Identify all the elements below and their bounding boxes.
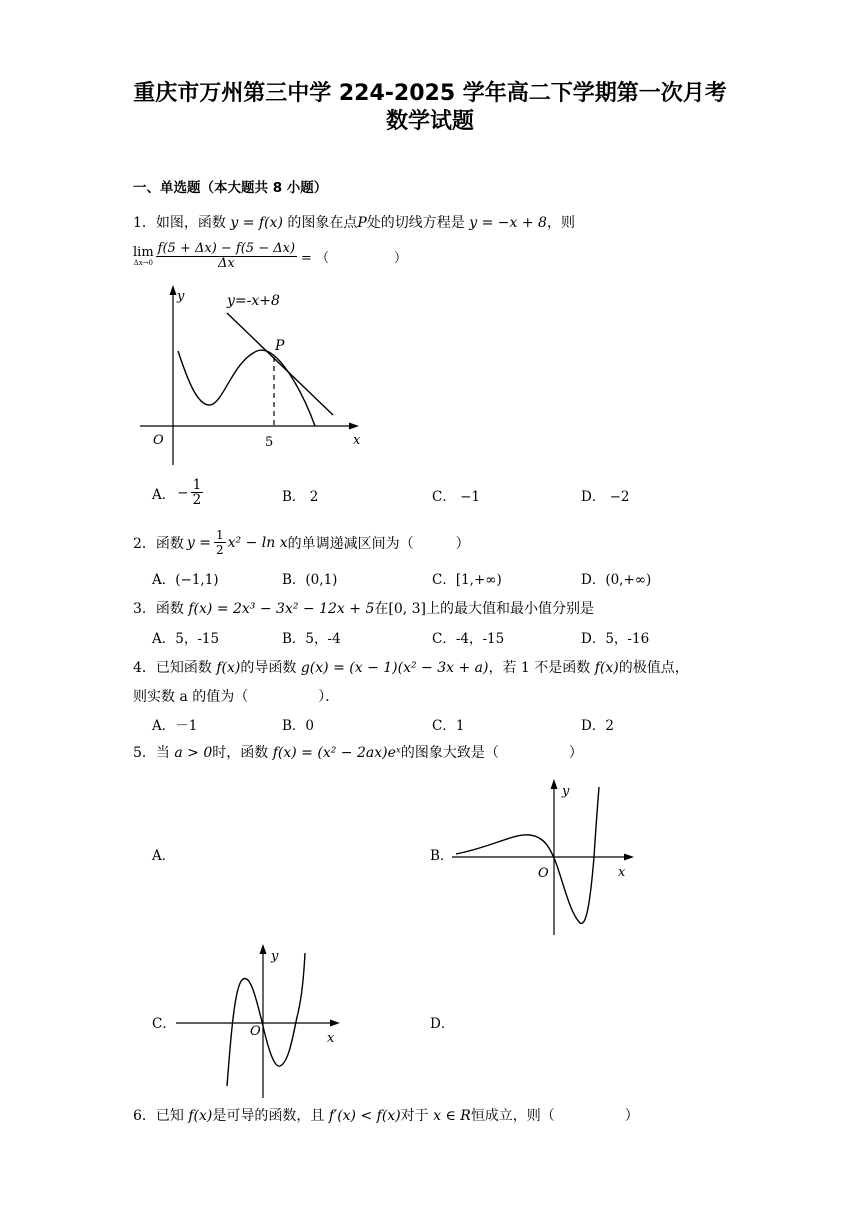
question-text: 在[0, 3]上的最大值和最小值分别是 xyxy=(374,601,594,617)
math-expression: P xyxy=(357,215,367,231)
math-expression: y = xyxy=(186,534,212,551)
graph-tick-5: 5 xyxy=(265,435,274,450)
question-5 xyxy=(133,742,583,762)
question-text: 的图象大致是（ ） xyxy=(400,745,583,761)
question-text: 恒成立，则（ ） xyxy=(470,1108,639,1124)
question-text: 的导函数 xyxy=(240,660,297,676)
graph-y-label: y xyxy=(271,949,279,964)
option-a[interactable]: A．5，-15 xyxy=(152,631,220,647)
graph-line-label: y=-x+8 xyxy=(227,293,280,309)
question-text: 是可导的函数，且 xyxy=(212,1108,325,1124)
x-axis-arrow xyxy=(349,423,359,430)
option-a[interactable]: A． xyxy=(152,848,176,864)
x-axis-arrow xyxy=(624,854,634,861)
graph-x-label: x xyxy=(618,865,626,880)
math-expression: f(x) xyxy=(216,660,241,676)
option-sign: − xyxy=(177,484,189,501)
option-d[interactable]: D． −2 xyxy=(581,489,630,505)
option-b[interactable]: B． 2 xyxy=(282,489,319,505)
option-c-graph[interactable] xyxy=(170,938,345,1100)
option-numerator: 1 xyxy=(192,477,202,493)
graph-y-label: y xyxy=(562,784,570,799)
question-number: 3． xyxy=(133,601,156,617)
question-number: 4． xyxy=(133,660,156,676)
question-number: 5． xyxy=(133,745,156,761)
function-curve xyxy=(178,350,315,426)
option-b[interactable]: B．(0,1) xyxy=(282,572,338,588)
question-3 xyxy=(133,598,594,618)
question-text: ，则 xyxy=(546,215,575,231)
math-expression: y = −x + 8 xyxy=(469,215,547,231)
tangent-line xyxy=(227,313,333,415)
q1-graph xyxy=(135,283,375,468)
math-expression: f(x) xyxy=(188,1108,213,1124)
option-a[interactable]: A．－1 xyxy=(152,718,198,734)
option-b[interactable]: B．0 xyxy=(282,718,315,734)
option-b[interactable]: B．5，-4 xyxy=(282,631,341,647)
option-c[interactable]: C．-4，-15 xyxy=(432,631,505,647)
option-b-graph[interactable] xyxy=(452,775,642,940)
fraction-denominator: 2 xyxy=(216,543,224,557)
question-text: 的极值点， xyxy=(618,660,689,676)
question-text: 当 xyxy=(155,745,170,761)
y-axis-arrow xyxy=(260,944,267,954)
question-text: 时，函数 xyxy=(212,745,269,761)
question-number: 2． xyxy=(133,535,156,552)
question-number: 6． xyxy=(133,1108,156,1124)
function-curve xyxy=(227,953,305,1086)
x-axis-arrow xyxy=(330,1020,340,1027)
lim-denominator: Δx xyxy=(217,256,235,271)
question-text: 函数 xyxy=(155,601,184,617)
graph-y-label: y xyxy=(177,289,185,304)
math-expression: f(x) xyxy=(594,660,619,676)
graph-x-label: x xyxy=(353,433,361,448)
math-expression: g(x) = (x − 1)(x² − 3x + a) xyxy=(300,660,489,676)
option-c[interactable]: C． −1 xyxy=(432,489,481,505)
option-d[interactable]: D． xyxy=(430,1016,455,1032)
question-4 xyxy=(133,657,689,677)
graph-origin-label: O xyxy=(153,433,164,448)
question-text: 已知函数 xyxy=(155,660,212,676)
fraction-numerator: 1 xyxy=(216,528,224,542)
graph-x-label: x xyxy=(327,1031,335,1046)
question-6 xyxy=(133,1105,639,1125)
math-expression: y = f(x) xyxy=(230,215,283,231)
math-expression: x ∈ R xyxy=(433,1108,471,1124)
function-curve xyxy=(456,787,599,923)
page-title-line1: 重庆市万州第三中学 224-2025 学年高二下学期第一次月考 xyxy=(133,81,727,106)
lim-word: lim xyxy=(133,244,154,260)
question-text: 如图，函数 xyxy=(155,215,226,231)
option-label: A． xyxy=(152,486,176,503)
limit-expression xyxy=(133,242,407,271)
math-expression: f(x) = 2x³ − 3x² − 12x + 5 xyxy=(188,601,375,617)
section-heading: 一、单选题（本大题共 8 小题） xyxy=(133,180,328,196)
y-axis-arrow xyxy=(170,285,177,295)
option-c[interactable]: C．1 xyxy=(432,718,465,734)
question-text: 的图象在点 xyxy=(287,215,358,231)
option-a[interactable] xyxy=(152,478,203,507)
graph-origin-label: O xyxy=(538,866,549,881)
question-number: 1． xyxy=(133,215,156,231)
y-axis-arrow xyxy=(551,779,558,789)
question-text: 函数 xyxy=(155,535,184,552)
graph-origin-label: O xyxy=(250,1024,261,1039)
question-4-line2: 则实数 a 的值为（ ）． xyxy=(133,689,340,705)
math-expression: a > 0 xyxy=(174,745,213,761)
lim-subscript: Δx→0 xyxy=(133,258,153,267)
question-text: 的单调递减区间为（ ） xyxy=(287,535,470,552)
option-c[interactable]: C． xyxy=(152,1016,176,1032)
question-text: 对于 xyxy=(400,1108,429,1124)
math-expression: f′(x) < f(x) xyxy=(328,1108,401,1124)
option-d[interactable]: D．2 xyxy=(581,718,614,734)
answer-blank: = （ ） xyxy=(301,251,408,266)
question-1 xyxy=(133,212,575,232)
question-2 xyxy=(133,528,470,557)
option-denominator: 2 xyxy=(192,492,202,508)
math-expression: f(x) = (x² − 2ax)eˣ xyxy=(272,745,401,761)
question-text: 已知 xyxy=(155,1108,184,1124)
option-c[interactable]: C．[1,+∞) xyxy=(432,572,502,588)
page-title-line2: 数学试题 xyxy=(385,109,474,134)
question-text: ，若 1 不是函数 xyxy=(488,660,591,676)
option-d[interactable]: D．(0,+∞) xyxy=(581,572,652,588)
option-a[interactable]: A．(−1,1) xyxy=(152,572,219,588)
graph-point-label: P xyxy=(275,338,285,354)
math-expression: x² − ln x xyxy=(227,534,288,551)
option-b[interactable]: B． xyxy=(430,848,454,864)
question-text: 处的切线方程是 xyxy=(366,215,465,231)
option-d[interactable]: D．5，-16 xyxy=(581,631,650,647)
lim-numerator: f(5 + Δx) − f(5 − Δx) xyxy=(157,241,296,256)
